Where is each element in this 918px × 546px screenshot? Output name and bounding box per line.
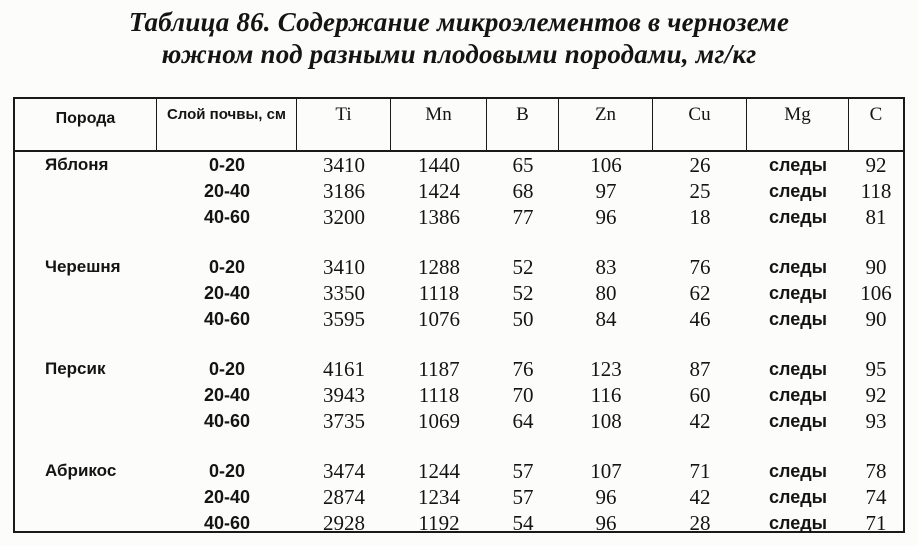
cell-b: 70 <box>512 383 534 407</box>
table-row <box>15 254 903 280</box>
table-row <box>15 280 903 306</box>
header-b: B <box>487 99 559 150</box>
cell-zn: 96 <box>595 485 617 509</box>
cell-mn: 1234 <box>418 485 460 509</box>
cell-b: 65 <box>512 153 534 177</box>
cell-ti: 3474 <box>323 459 365 483</box>
cell-ti: 3200 <box>323 205 365 229</box>
cell-c: 78 <box>865 459 887 483</box>
cell-zn: 97 <box>595 179 617 203</box>
cell-c: 81 <box>865 205 887 229</box>
cell-zn: 84 <box>595 307 617 331</box>
cell-b: 77 <box>512 205 534 229</box>
cell-mg: следы <box>768 411 828 431</box>
header-mg: Mg <box>747 99 849 150</box>
cell-b: 57 <box>512 485 534 509</box>
rock-group-yablonya <box>15 152 903 230</box>
cell-mn: 1192 <box>418 511 460 535</box>
cell-zn: 106 <box>590 153 622 177</box>
cell-cu: 25 <box>689 179 711 203</box>
cell-mn: 1076 <box>418 307 460 331</box>
cell-ti: 3186 <box>323 179 365 203</box>
cell-mn: 1118 <box>418 383 460 407</box>
cell-mn: 1244 <box>418 459 460 483</box>
cell-cu: 28 <box>689 511 711 535</box>
cell-c: 90 <box>865 307 887 331</box>
cell-zn: 80 <box>595 281 617 305</box>
cell-layer: 0-20 <box>208 257 246 277</box>
table-row <box>15 408 903 434</box>
cell-b: 57 <box>512 459 534 483</box>
cell-c: 92 <box>865 383 887 407</box>
table-row <box>15 484 903 510</box>
header-soil-layer: Слой почвы, см <box>157 99 297 150</box>
cell-zn: 107 <box>590 459 622 483</box>
cell-ti: 3943 <box>323 383 365 407</box>
cell-cu: 18 <box>689 205 711 229</box>
cell-cu: 26 <box>689 153 711 177</box>
table-title <box>0 6 918 70</box>
cell-c: 95 <box>865 357 887 381</box>
header-cu: Cu <box>653 99 747 150</box>
cell-c: 93 <box>865 409 887 433</box>
header-rock: Порода <box>15 99 157 150</box>
cell-b: 52 <box>512 255 534 279</box>
cell-layer: 0-20 <box>208 359 246 379</box>
cell-cu: 71 <box>689 459 711 483</box>
cell-layer: 20-40 <box>203 385 251 405</box>
table-header-row <box>15 99 903 152</box>
table-row <box>15 382 903 408</box>
rock-name: Абрикос <box>45 461 117 480</box>
cell-b: 76 <box>512 357 534 381</box>
table-row <box>15 152 903 178</box>
table-row <box>15 356 903 382</box>
cell-c: 74 <box>865 485 887 509</box>
table-row <box>15 458 903 484</box>
cell-b: 68 <box>512 179 534 203</box>
rock-name: Черешня <box>45 257 121 276</box>
cell-mg: следы <box>768 207 828 227</box>
rock-group-chereshnya <box>15 254 903 332</box>
header-mn: Mn <box>391 99 487 150</box>
cell-mg: следы <box>768 155 828 175</box>
cell-ti: 2928 <box>323 511 365 535</box>
cell-mg: следы <box>768 487 828 507</box>
table-row <box>15 204 903 230</box>
cell-cu: 42 <box>689 409 711 433</box>
cell-ti: 3410 <box>323 255 365 279</box>
cell-layer: 40-60 <box>203 207 251 227</box>
cell-layer: 20-40 <box>203 487 251 507</box>
cell-cu: 42 <box>689 485 711 509</box>
table-title-line-1: Таблица 86. Содержание микроэлементов в черноземе <box>128 7 790 37</box>
cell-zn: 96 <box>595 511 617 535</box>
cell-zn: 83 <box>595 255 617 279</box>
cell-cu: 46 <box>689 307 711 331</box>
rock-group-persik <box>15 356 903 434</box>
cell-c: 106 <box>860 281 892 305</box>
cell-zn: 116 <box>590 383 622 407</box>
cell-cu: 62 <box>689 281 711 305</box>
cell-mg: следы <box>768 385 828 405</box>
cell-mg: следы <box>768 309 828 329</box>
cell-zn: 108 <box>590 409 622 433</box>
cell-mn: 1424 <box>418 179 460 203</box>
cell-mg: следы <box>768 461 828 481</box>
cell-ti: 3595 <box>323 307 365 331</box>
cell-mn: 1386 <box>418 205 460 229</box>
cell-ti: 3735 <box>323 409 365 433</box>
cell-mg: следы <box>768 513 828 533</box>
cell-zn: 96 <box>595 205 617 229</box>
cell-layer: 0-20 <box>208 461 246 481</box>
cell-mn: 1288 <box>418 255 460 279</box>
rock-name: Яблоня <box>45 155 109 174</box>
table-row <box>15 510 903 536</box>
header-c: C <box>869 104 883 125</box>
cell-b: 52 <box>512 281 534 305</box>
cell-mn: 1440 <box>418 153 460 177</box>
data-table <box>13 97 905 533</box>
rock-name: Персик <box>45 359 106 378</box>
cell-mn: 1187 <box>418 357 460 381</box>
table-title-line-2: южном под разными плодовыми породами, мг/кг <box>161 39 757 69</box>
cell-c: 90 <box>865 255 887 279</box>
cell-ti: 2874 <box>323 485 365 509</box>
cell-b: 50 <box>512 307 534 331</box>
cell-cu: 76 <box>689 255 711 279</box>
header-ti: Ti <box>297 99 391 150</box>
cell-mg: следы <box>768 181 828 201</box>
cell-c: 71 <box>865 511 887 535</box>
cell-c: 118 <box>860 179 892 203</box>
cell-layer: 0-20 <box>208 155 246 175</box>
cell-layer: 40-60 <box>203 309 251 329</box>
cell-layer: 40-60 <box>203 411 251 431</box>
cell-mg: следы <box>768 283 828 303</box>
cell-zn: 123 <box>590 357 622 381</box>
cell-mg: следы <box>768 359 828 379</box>
cell-layer: 20-40 <box>203 283 251 303</box>
cell-cu: 60 <box>689 383 711 407</box>
cell-cu: 87 <box>689 357 711 381</box>
cell-layer: 40-60 <box>203 513 251 533</box>
cell-mn: 1118 <box>418 281 460 305</box>
cell-ti: 3350 <box>323 281 365 305</box>
rock-group-abrikos <box>15 458 903 536</box>
table-row <box>15 306 903 332</box>
cell-ti: 3410 <box>323 153 365 177</box>
cell-b: 64 <box>512 409 534 433</box>
cell-mg: следы <box>768 257 828 277</box>
cell-mn: 1069 <box>418 409 460 433</box>
cell-c: 92 <box>865 153 887 177</box>
cell-ti: 4161 <box>323 357 365 381</box>
table-row <box>15 178 903 204</box>
cell-b: 54 <box>512 511 534 535</box>
cell-layer: 20-40 <box>203 181 251 201</box>
header-zn: Zn <box>559 99 653 150</box>
